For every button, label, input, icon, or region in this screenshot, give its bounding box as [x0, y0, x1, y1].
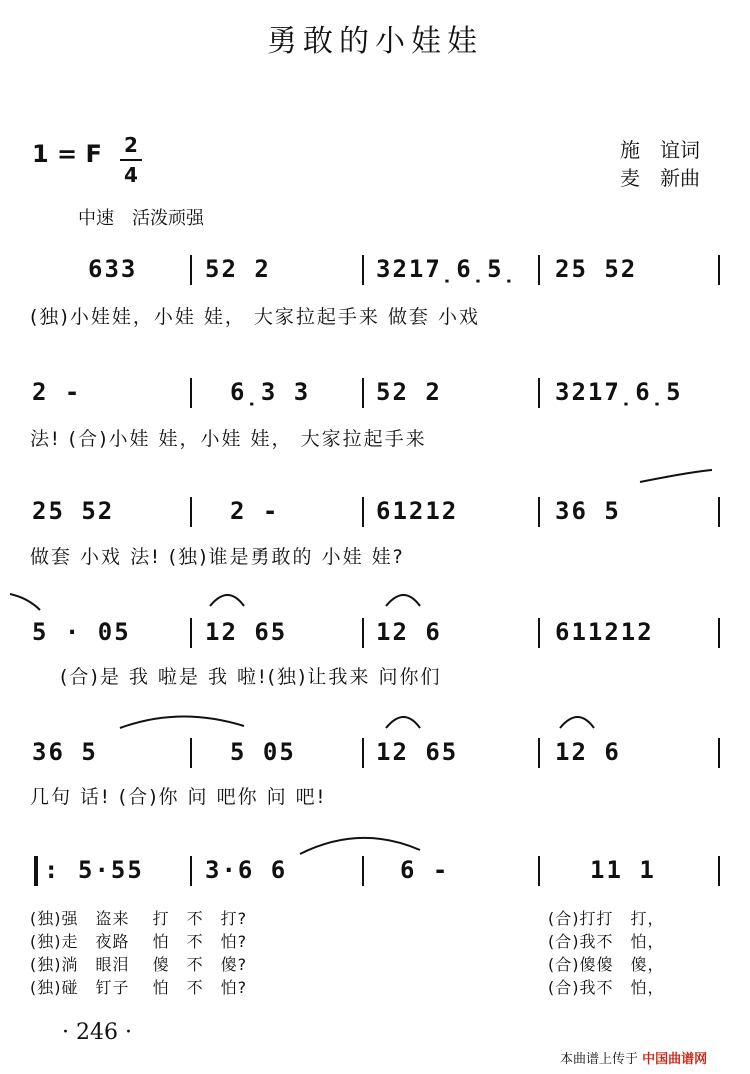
verse-right: (合)打打 打， [548, 909, 665, 928]
lyrics-line: 做套 小戏 法! (独)谁是勇敢的 小娃 娃? [30, 546, 405, 568]
tempo-marking: 中速 活泼顽强 [78, 208, 204, 229]
measure: 61212 [376, 497, 459, 525]
upload-note: 本曲谱上传于 [560, 1052, 639, 1067]
page-number: · 246 · [62, 1020, 132, 1045]
song-title: 勇敢的小娃娃 [267, 24, 483, 59]
measure: 6̣3 3 [230, 378, 311, 406]
measure: 6 - [400, 856, 450, 884]
measure: 12 6 [555, 738, 621, 766]
barline [538, 856, 540, 886]
measure: 12 6 [376, 618, 442, 646]
repeat-dots: : [44, 856, 61, 884]
time-signature-bottom: 4 [124, 163, 138, 187]
barline [362, 856, 364, 886]
site-logo: 中国曲谱网 [642, 1052, 708, 1067]
lyrics-line: (独)小娃娃，小娃 娃， 大家拉起手来 做套 小戏 [30, 306, 480, 328]
measure: 2 - [32, 378, 82, 406]
verse-right: (合)我不 怕， [548, 932, 665, 951]
verse-left: (独)碰 钉子 怕 不 怕? [30, 978, 248, 997]
composer-credit: 麦 新曲 [620, 166, 700, 190]
measure: 611212 [555, 618, 654, 646]
verse-left: (独)走 夜路 怕 不 怕? [30, 932, 248, 951]
measure: 25 52 [32, 497, 115, 525]
measure: 633 [88, 255, 138, 283]
measure: 3217̣6̣5 [555, 378, 683, 406]
lyrics-line: 法! (合)小娃 娃，小娃 娃， 大家拉起手来 [30, 428, 427, 450]
measure: 3·6 6 [205, 856, 288, 884]
measure: 25 52 [555, 255, 638, 283]
measure: 52 2 [205, 255, 271, 283]
lyricist-credit: 施 谊词 [620, 138, 700, 162]
key-signature: 1 = F [32, 140, 102, 168]
barline [190, 856, 192, 886]
measure: 36 5 [32, 738, 98, 766]
measure: 2 - [230, 497, 280, 525]
verse-right: (合)我不 怕， [548, 978, 665, 997]
measure: 12 65 [205, 618, 288, 646]
repeat-barline [34, 856, 38, 886]
upload-footer [560, 1048, 707, 1067]
measure: 5 · 05 [32, 618, 131, 646]
measure: 52 2 [376, 378, 442, 406]
verse-right: (合)傻傻 傻， [548, 955, 665, 974]
lyrics-line: (合)是 我 啦是 我 啦!(独)让我来 问你们 [60, 666, 442, 688]
verse-left: (独)强 盗来 打 不 打? [30, 909, 248, 928]
verse-left: (独)淌 眼泪 傻 不 傻? [30, 955, 248, 974]
measure: 12 65 [376, 738, 459, 766]
measure: 5 05 [230, 738, 296, 766]
lyrics-line: 几句 话! (合)你 问 吧你 问 吧! [30, 786, 327, 808]
measure: 3217̣6̣5̣ [376, 255, 519, 283]
measure: 5·55 [78, 856, 144, 884]
barline [718, 856, 720, 886]
measure: 11 1 [590, 856, 656, 884]
time-signature-top: 2 [124, 133, 138, 157]
measure: 36 5 [555, 497, 621, 525]
